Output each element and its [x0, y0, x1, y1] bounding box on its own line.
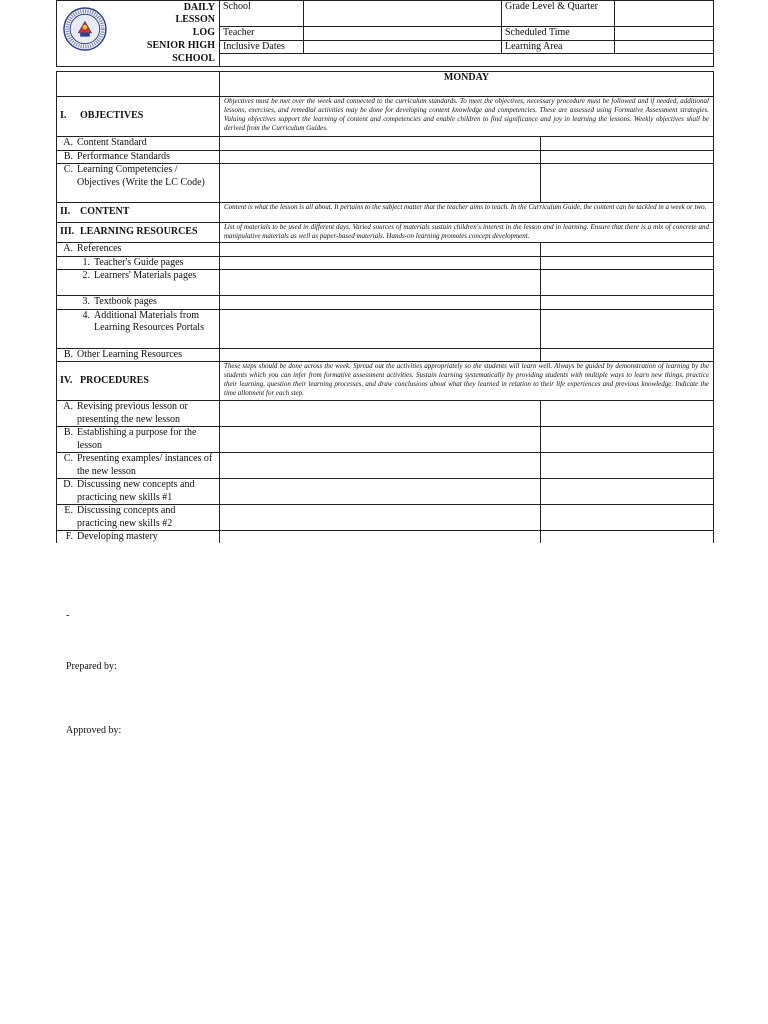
additional-materials-monday[interactable] — [220, 309, 541, 348]
page-blank-area — [0, 543, 768, 1024]
school-label: School — [220, 1, 304, 27]
procedure-e-monday[interactable] — [220, 505, 541, 531]
teachers-guide-monday[interactable] — [220, 256, 541, 270]
procedure-e-extra[interactable] — [541, 505, 714, 531]
other-resources-extra[interactable] — [541, 348, 714, 362]
procedures-note: These steps should be done across the week. Spread out the activities appropriately so the students will learn well. Always be guided by demonstration of learning by the students which you can infer from formative assessment activities. Sustain learning systematically by providing students with multiple ways to learn new things, practice their learning, question their learning processes, and draw conclusions about what they learned in relation to their life experiences and previous knowledge. Indicate the time allotment for each step. — [220, 362, 714, 401]
performance-standards-extra[interactable] — [541, 150, 714, 164]
references-extra[interactable] — [541, 243, 714, 257]
procedure-a-extra[interactable] — [541, 401, 714, 427]
header-table — [56, 0, 714, 67]
learning-area-field[interactable] — [615, 40, 714, 54]
procedure-c-label: C. Presenting examples/ instances of the new lesson — [57, 453, 220, 479]
header-title-cell — [57, 1, 220, 67]
content-standard-label: A. Content Standard — [57, 137, 220, 151]
additional-materials-label: 4. Additional Materials from Learning Resources Portals — [57, 309, 220, 348]
title-lesson: LESSON — [175, 14, 215, 26]
additional-materials-extra[interactable] — [541, 309, 714, 348]
deped-seal-icon — [63, 6, 107, 52]
procedure-a-monday[interactable] — [220, 401, 541, 427]
procedure-d-extra[interactable] — [541, 479, 714, 505]
inclusive-dates-label: Inclusive Dates — [220, 40, 304, 54]
procedure-c-extra[interactable] — [541, 453, 714, 479]
scheduled-time-field[interactable] — [615, 27, 714, 41]
content-standard-extra[interactable] — [541, 137, 714, 151]
other-resources-monday[interactable] — [220, 348, 541, 362]
textbook-pages-monday[interactable] — [220, 296, 541, 310]
procedure-d-monday[interactable] — [220, 479, 541, 505]
grade-level-label: Grade Level & Quarter — [502, 1, 615, 27]
title-shs: SENIOR HIGH SCHOOL — [146, 39, 215, 64]
procedure-a-label: A. Revising previous lesson or presenting the new lesson — [57, 401, 220, 427]
learning-competencies-extra[interactable] — [541, 164, 714, 203]
content-note: Content is what the lesson is all about. It pertains to the subject matter that the teacher aims to teach. In the Curriculum Guide, the content can be tackled in a week or two. — [220, 203, 714, 223]
title-log: LOG — [192, 27, 215, 39]
learning-area-label: Learning Area — [502, 40, 615, 54]
procedure-b-extra[interactable] — [541, 427, 714, 453]
procedure-f-label: F. Developing mastery — [57, 531, 220, 557]
objectives-heading: I. OBJECTIVES — [57, 97, 220, 137]
approved-by-label: Approved by: — [66, 725, 122, 736]
content-standard-monday[interactable] — [220, 137, 541, 151]
other-resources-label: B. Other Learning Resources — [57, 348, 220, 362]
learning-resources-note: List of materials to be used in different days. Varied sources of materials sustain children's interest in the lesson and in learning. Ensure that there is a mix of concrete and manipulative materials as well as paper-based materials. Hands-on learning promotes concept development. — [220, 223, 714, 243]
references-monday[interactable] — [220, 243, 541, 257]
inclusive-dates-field[interactable] — [304, 40, 502, 54]
learning-competencies-monday[interactable] — [220, 164, 541, 203]
teacher-field[interactable] — [304, 27, 502, 41]
teachers-guide-label: 1. Teacher's Guide pages — [57, 256, 220, 270]
procedure-c-monday[interactable] — [220, 453, 541, 479]
textbook-pages-label: 3. Textbook pages — [57, 296, 220, 310]
procedure-e-label: E. Discussing concepts and practicing new skills #2 — [57, 505, 220, 531]
procedure-b-monday[interactable] — [220, 427, 541, 453]
textbook-pages-extra[interactable] — [541, 296, 714, 310]
day-heading: MONDAY — [220, 72, 714, 97]
header-blank-row — [220, 54, 714, 67]
title-daily: DAILY — [183, 1, 215, 13]
lesson-log-table — [56, 71, 714, 557]
scheduled-time-label: Scheduled Time — [502, 27, 615, 41]
corner-cell — [57, 72, 220, 97]
performance-standards-label: B. Performance Standards — [57, 150, 220, 164]
content-heading: II. CONTENT — [57, 203, 220, 223]
procedure-b-label: B. Establishing a purpose for the lesson — [57, 427, 220, 453]
stray-dash: - — [66, 610, 70, 621]
procedures-heading: IV. PROCEDURES — [57, 362, 220, 401]
procedure-d-label: D. Discussing new concepts and practicing new skills #1 — [57, 479, 220, 505]
teacher-label: Teacher — [220, 27, 304, 41]
references-label: A. References — [57, 243, 220, 257]
school-field[interactable] — [304, 1, 502, 27]
learners-materials-label: 2. Learners' Materials pages — [57, 270, 220, 296]
teachers-guide-extra[interactable] — [541, 256, 714, 270]
learning-resources-heading: III. LEARNING RESOURCES — [57, 223, 220, 243]
learners-materials-extra[interactable] — [541, 270, 714, 296]
objectives-note: Objectives must be met over the week and connected to the curriculum standards. To meet the objectives, necessary procedure must be followed and if needed, additional lessons, exercises, and remedial activities may be done for developing content knowledge and competencies. These are assessed using Formative Assessment strategies. Valuing objectives support the learning of content and competencies and enable children to find significance and joy in learning the lessons. Weekly objectives shall be derived from the Curriculum Guides. — [220, 97, 714, 137]
grade-level-field[interactable] — [615, 1, 714, 27]
learners-materials-monday[interactable] — [220, 270, 541, 296]
learning-competencies-label: C. Learning Competencies / Objectives (Write the LC Code) — [57, 164, 220, 203]
prepared-by-label: Prepared by: — [66, 661, 117, 672]
performance-standards-monday[interactable] — [220, 150, 541, 164]
